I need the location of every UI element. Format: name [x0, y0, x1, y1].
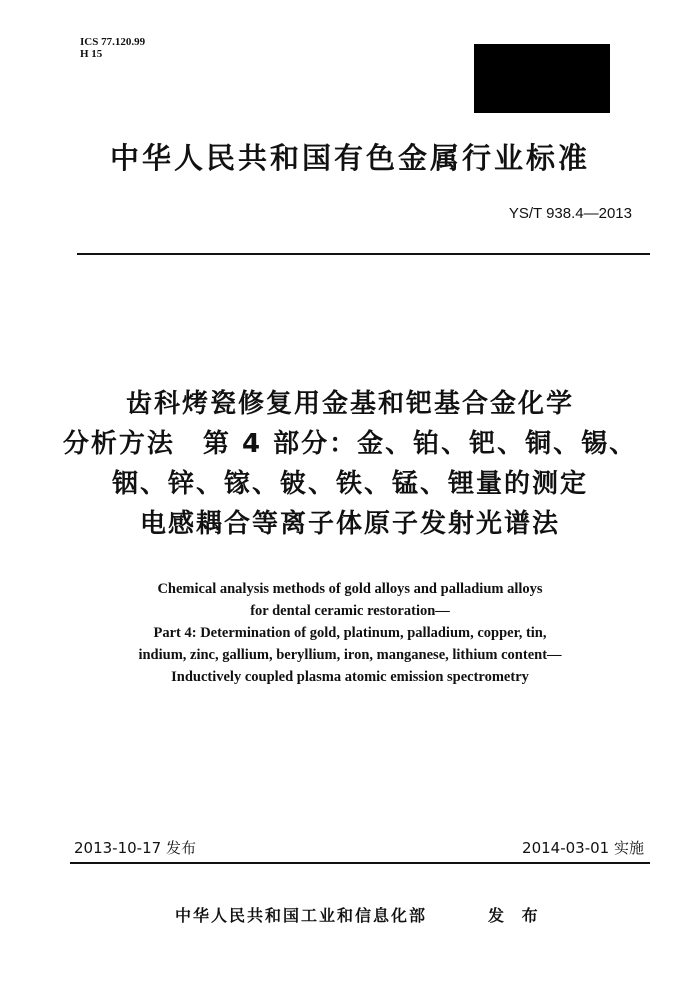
title-en-line-1: Chemical analysis methods of gold alloys and palladium alloys — [157, 581, 543, 597]
redaction-box — [474, 44, 610, 113]
standard-heading: 中华人民共和国有色金属行业标准 — [109, 141, 590, 175]
title-zh-line-2: 分析方法 第 4 部分：金、铂、钯、铜、锡、 — [62, 429, 638, 459]
title-en-line-3: Part 4: Determination of gold, platinum, palladium, copper, tin, — [153, 625, 547, 641]
bottom-divider — [70, 862, 650, 864]
title-en-line-4: indium, zinc, gallium, beryllium, iron, manganese, lithium content— — [138, 647, 562, 663]
title-zh-line-3: 铟、锌、镓、铍、铁、锰、锂量的测定 — [111, 469, 588, 499]
title-en-line-5: Inductively coupled plasma atomic emission spectrometry — [171, 669, 529, 685]
publisher-action: 发 布 — [488, 906, 544, 925]
standard-number: YS/T 938.4—2013 — [508, 205, 632, 222]
ics-code: ICS 77.120.99 — [80, 36, 146, 48]
publisher: 中华人民共和国工业和信息化部 — [175, 906, 428, 925]
top-divider — [77, 253, 650, 255]
title-zh-line-1: 齿科烤瓷修复用金基和钯基合金化学 — [125, 389, 574, 419]
title-en-line-2: for dental ceramic restoration— — [250, 603, 450, 619]
issue-date: 2013-10-17 发布 — [74, 839, 196, 857]
title-zh-line-4: 电感耦合等离子体原子发射光谱法 — [139, 509, 560, 539]
ccs-code: H 15 — [80, 48, 103, 60]
implementation-date: 2014-03-01 实施 — [522, 839, 644, 857]
